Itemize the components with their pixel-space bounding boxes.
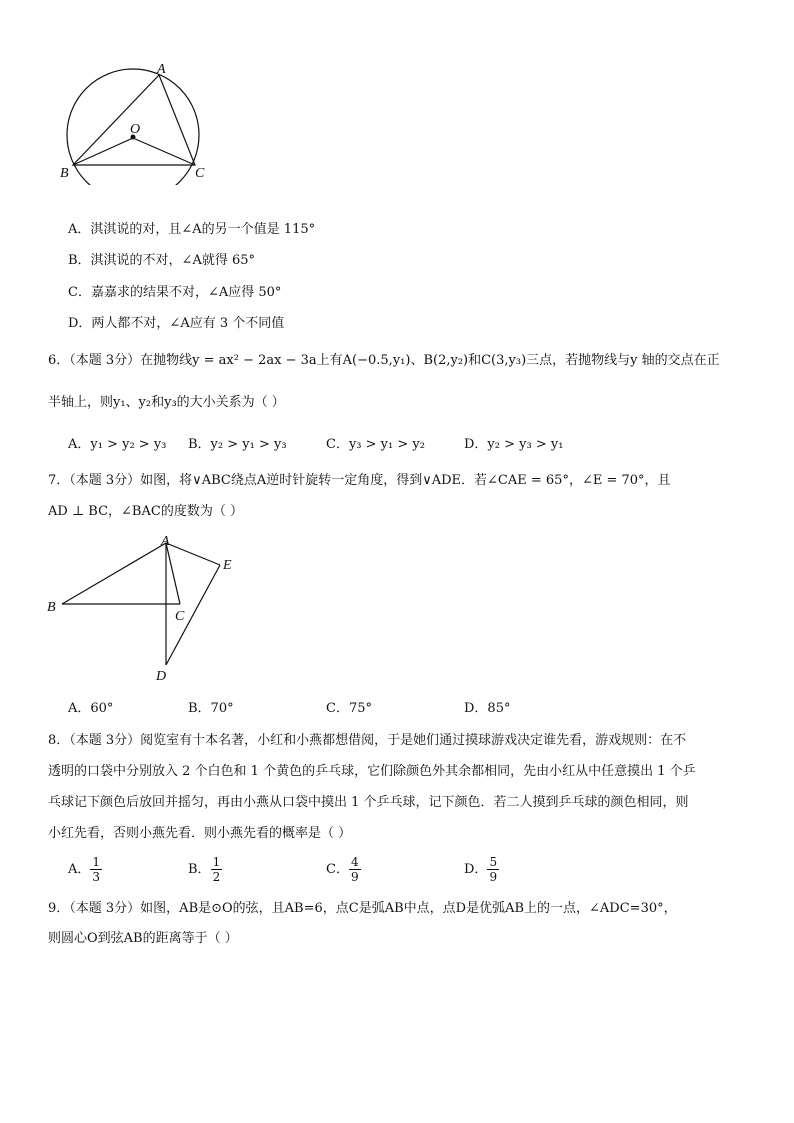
q6-option-d: D．y₂ > y₃ > y₁ <box>464 437 564 452</box>
q5-option-b: B．淇淇说的不对，∠A就得 65° <box>68 253 256 268</box>
q6-option-c: C．y₃ > y₁ > y₂ <box>326 437 425 452</box>
label-b: B <box>47 600 56 615</box>
circle-figure <box>55 60 215 185</box>
q6-stem-line1: 6．（本题 3分）在抛物线y = ax² − 2ax − 3a上有A(−0.5,y₁)、B(2,y₂)和C(3,y₃)三点，若抛物线与y 轴的交点在正 <box>48 353 720 368</box>
q8-option-d <box>464 855 499 884</box>
q5-option-d: D．两人都不对，∠A应有 3 个不同值 <box>68 316 285 331</box>
fraction <box>211 855 223 884</box>
option-letter: B． <box>188 862 211 877</box>
numerator: 4 <box>350 855 359 869</box>
q8-option-c <box>326 855 361 884</box>
label-c: C <box>175 609 185 624</box>
label-d: D <box>156 669 167 684</box>
rotation-triangle-figure <box>40 532 250 687</box>
q8-option-b <box>188 855 222 884</box>
label-a: A <box>161 534 170 549</box>
numerator: 1 <box>212 855 221 869</box>
option-letter: D． <box>464 862 488 877</box>
denominator: 3 <box>92 870 101 884</box>
q7-option-c: C．75° <box>326 701 372 716</box>
denominator: 2 <box>212 870 221 884</box>
q5-option-c: C．嘉嘉求的结果不对，∠A应得 50° <box>68 285 282 300</box>
label-c: C <box>195 166 205 181</box>
fraction <box>349 855 361 884</box>
numerator: 5 <box>489 855 498 869</box>
label-a: A <box>157 62 166 77</box>
q6-stem-line2: 半轴上，则y₁、y₂和y₃的大小关系为（ ） <box>48 395 285 410</box>
fraction <box>90 855 102 884</box>
q8-stem-line1: 8．（本题 3分）阅览室有十本名著，小红和小燕都想借阅，于是她们通过摸球游戏决定谁先看，游戏规则：在不 <box>48 733 687 748</box>
denominator: 9 <box>350 870 359 884</box>
q6-option-a: A．y₁ > y₂ > y₃ <box>68 437 167 452</box>
q8-stem-line4: 小红先看，否则小燕先看．则小燕先看的概率是（ ） <box>48 826 352 841</box>
numerator: 1 <box>92 855 101 869</box>
fraction <box>487 855 499 884</box>
q7-stem-line2: AD ⊥ BC，∠BAC的度数为（ ） <box>48 504 243 519</box>
q8-stem-line2: 透明的口袋中分别放入 2 个白色和 1 个黄色的乒乓球，它们除颜色外其余都相同，先由小红从中任意摸出 1 个乒 <box>48 764 696 779</box>
q7-stem-line1: 7．（本题 3分）如图，将∨ABC绕点A逆时针旋转一定角度，得到∨ADE．若∠CAE = 65°，∠E = 70°，且 <box>48 473 671 488</box>
q8-option-a <box>68 855 102 884</box>
option-letter: A． <box>68 862 91 877</box>
label-b: B <box>60 166 69 181</box>
label-o: O <box>130 122 141 137</box>
q8-stem-line3: 乓球记下颜色后放回并摇匀，再由小燕从口袋中摸出 1 个乒乓球，记下颜色．若二人摸到乒乓球的颜色相同，则 <box>48 795 689 810</box>
q7-option-b: B．70° <box>188 701 234 716</box>
q7-option-d: D．85° <box>464 701 511 716</box>
q9-stem-line1: 9．（本题 3分）如图，AB是⊙O的弦，且AB=6，点C是弧AB中点，点D是优弧AB上的一点，∠ADC=30°， <box>48 901 677 916</box>
denominator: 9 <box>489 870 498 884</box>
q5-option-a: A．淇淇说的对，且∠A的另一个值是 115° <box>68 222 316 237</box>
option-letter: C． <box>326 862 349 877</box>
label-e: E <box>223 558 232 573</box>
q9-stem-line2: 则圆心O到弦AB的距离等于（ ） <box>48 931 238 946</box>
q7-option-a: A．60° <box>68 701 114 716</box>
q6-option-b: B．y₂ > y₁ > y₃ <box>188 437 287 452</box>
